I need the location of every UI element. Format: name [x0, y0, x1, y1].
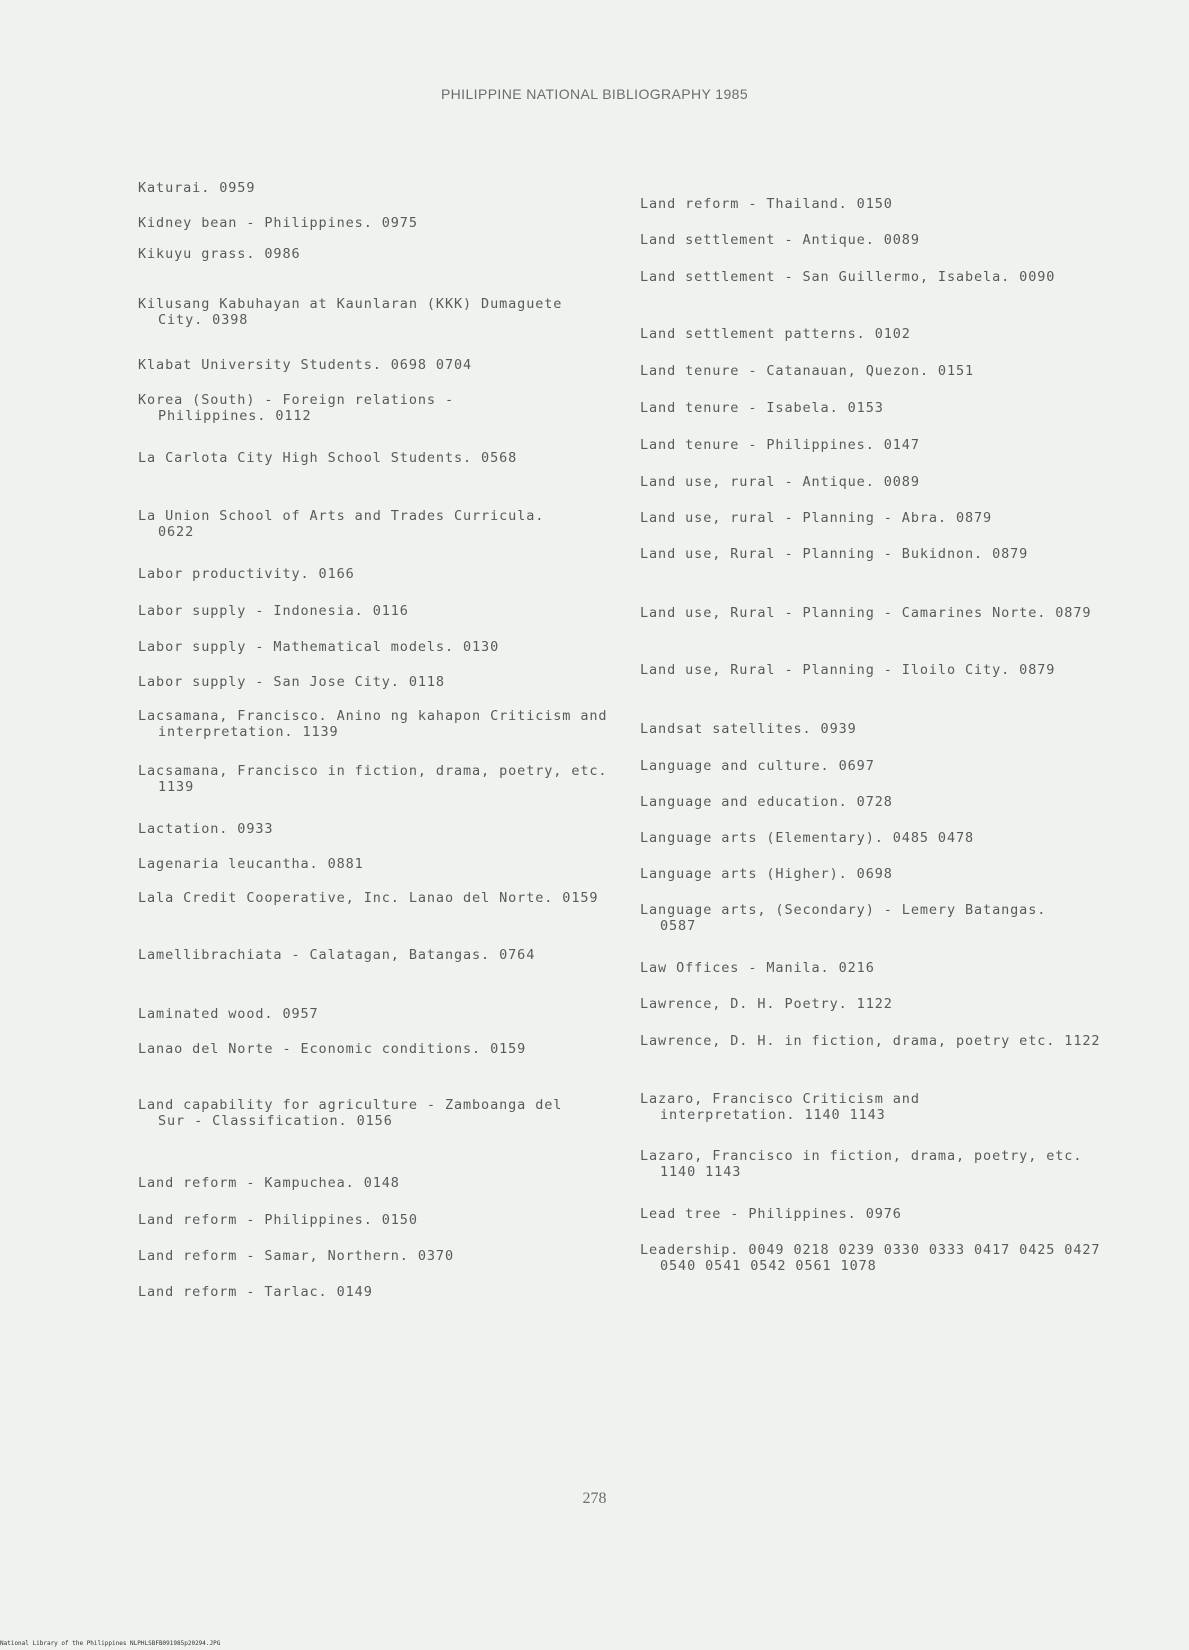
index-entry: Labor supply - Indonesia. 0116	[138, 603, 409, 619]
index-entry: Labor productivity. 0166	[138, 566, 355, 582]
index-entry: Land reform - Philippines. 0150	[138, 1212, 418, 1228]
page-number: 278	[582, 1490, 607, 1507]
index-entry: Leadership. 0049 0218 0239 0330 0333 0417 0425 0427 0540 0541 0542 0561 1078	[640, 1242, 1110, 1274]
index-entry: Laminated wood. 0957	[138, 1006, 319, 1022]
index-entry: Land use, Rural - Planning - Iloilo City. 0879	[640, 662, 1056, 678]
index-entry: Law Offices - Manila. 0216	[640, 960, 875, 976]
index-entry: Lazaro, Francisco Criticism and interpretation. 1140 1143	[640, 1091, 929, 1123]
index-entry: Lacsamana, Francisco in fiction, drama, poetry, etc. 1139	[138, 763, 617, 795]
index-entry: Kikuyu grass. 0986	[138, 246, 301, 262]
index-entry: La Carlota City High School Students. 0568	[138, 450, 518, 466]
index-entry: Land use, Rural - Planning - Camarines Norte. 0879	[640, 605, 1092, 621]
index-entry: Labor supply - San Jose City. 0118	[138, 674, 445, 690]
index-entry: Land use, rural - Planning - Abra. 0879	[640, 510, 993, 526]
index-entry: Language arts (Higher). 0698	[640, 866, 893, 882]
index-entry: Land settlement - San Guillermo, Isabela. 0090	[640, 269, 1056, 285]
index-entry: Land tenure - Catanauan, Quezon. 0151	[640, 363, 975, 379]
index-entry: Land settlement patterns. 0102	[640, 326, 911, 342]
index-entry: Land reform - Samar, Northern. 0370	[138, 1248, 454, 1264]
index-entry: Klabat University Students. 0698 0704	[138, 357, 473, 373]
index-entry: Land use, Rural - Planning - Bukidnon. 0879	[640, 546, 1029, 562]
index-entry: Kilusang Kabuhayan at Kaunlaran (KKK) Dumaguete City. 0398	[138, 296, 572, 328]
index-entry: Land capability for agriculture - Zamboanga del Sur - Classification. 0156	[138, 1097, 572, 1129]
index-entry: Kidney bean - Philippines. 0975	[138, 215, 418, 231]
index-entry: Landsat satellites. 0939	[640, 721, 857, 737]
index-entry: Language arts, (Secondary) - Lemery Batangas. 0587	[640, 902, 1056, 934]
index-entry: Land tenure - Philippines. 0147	[640, 437, 920, 453]
index-entry: Lala Credit Cooperative, Inc. Lanao del Norte. 0159	[138, 890, 599, 906]
index-entry: Land reform - Tarlac. 0149	[138, 1284, 373, 1300]
index-entry: Lawrence, D. H. Poetry. 1122	[640, 996, 893, 1012]
index-entry: Language and education. 0728	[640, 794, 893, 810]
index-entry: Lawrence, D. H. in fiction, drama, poetry etc. 1122	[640, 1033, 1101, 1049]
index-entry: Land reform - Kampuchea. 0148	[138, 1175, 400, 1191]
index-entry: La Union School of Arts and Trades Curricula. 0622	[138, 508, 554, 540]
index-entry: Lagenaria leucantha. 0881	[138, 856, 364, 872]
index-entry: Lacsamana, Francisco. Anino ng kahapon Criticism and interpretation. 1139	[138, 708, 617, 740]
index-entry: Lamellibrachiata - Calatagan, Batangas. 0764	[138, 947, 536, 963]
index-entry: Katurai. 0959	[138, 180, 256, 196]
index-entry: Lanao del Norte - Economic conditions. 0159	[138, 1041, 527, 1057]
index-entry: Land reform - Thailand. 0150	[640, 196, 893, 212]
index-entry: Land settlement - Antique. 0089	[640, 232, 920, 248]
index-entry: Land use, rural - Antique. 0089	[640, 474, 920, 490]
index-entry: Korea (South) - Foreign relations - Philippines. 0112	[138, 392, 464, 424]
index-entry: Lead tree - Philippines. 0976	[640, 1206, 902, 1222]
index-entry: Lactation. 0933	[138, 821, 274, 837]
index-entry: Language arts (Elementary). 0485 0478	[640, 830, 975, 846]
index-entry: Land tenure - Isabela. 0153	[640, 400, 884, 416]
index-entry: Lazaro, Francisco in fiction, drama, poetry, etc. 1140 1143	[640, 1148, 1092, 1180]
index-entry: Language and culture. 0697	[640, 758, 875, 774]
index-entry: Labor supply - Mathematical models. 0130	[138, 639, 500, 655]
page-header: PHILIPPINE NATIONAL BIBLIOGRAPHY 1985	[440, 86, 749, 102]
footer-credit: National Library of the Philippines NLPHLSBFB091985p20294.JPG	[0, 1640, 221, 1647]
